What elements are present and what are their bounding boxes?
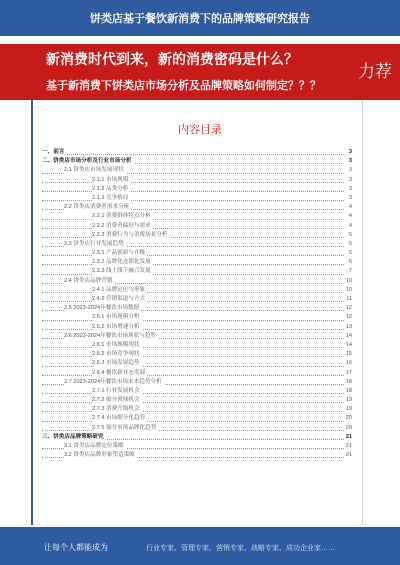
toc-leader-dots: [42, 255, 344, 256]
toc-entry[interactable]: [42, 231, 352, 240]
toc-entry-page: 6: [348, 258, 352, 267]
toc-entry-page: 10: [345, 286, 352, 295]
toc-entry[interactable]: [42, 222, 352, 231]
toc-entry[interactable]: [42, 323, 352, 332]
toc-entry-text: 2.3.3 线上线下融合发展: [92, 267, 153, 276]
table-of-contents: [42, 148, 352, 460]
toc-entry-text: 2.6 2023-2024年餐饮市场现状与趋势: [64, 332, 158, 341]
toc-entry-text: 2.7.3 消费升级机会: [92, 405, 142, 414]
toc-entry-page: 11: [345, 295, 352, 304]
toc-entry[interactable]: [42, 424, 352, 433]
toc-leader-dots: [42, 182, 344, 183]
toc-entry-text: 2.7.2 细分领域机会: [92, 396, 142, 405]
toc-entry[interactable]: [42, 286, 352, 295]
toc-leader-dots: [42, 347, 344, 348]
toc-entry[interactable]: [42, 166, 352, 175]
toc-leader-dots: [42, 329, 344, 330]
toc-entry[interactable]: [42, 405, 352, 414]
toc-entry-page: 4: [348, 203, 352, 212]
toc-entry[interactable]: [42, 185, 352, 194]
toc-entry[interactable]: [42, 258, 352, 267]
toc-entry-page: 4: [348, 222, 352, 231]
toc-entry-text: 二、饼类店市场分析及行业市场分析: [42, 157, 134, 166]
toc-entry[interactable]: [42, 304, 352, 313]
toc-entry[interactable]: [42, 414, 352, 423]
toc-entry-page: 20: [345, 414, 352, 423]
report-title: 饼类店基于餐饮新消费下的品牌策略研究报告: [90, 13, 310, 25]
toc-entry[interactable]: [42, 451, 352, 460]
toc-entry-text: 2.1.3 竞争格局: [92, 194, 130, 203]
toc-entry-page: 3: [348, 148, 352, 157]
toc-entry-page: 12: [345, 313, 352, 322]
toc-entry-text: 2.4 饼类店品牌营销: [64, 277, 115, 286]
toc-entry-page: 3: [348, 166, 352, 175]
toc-entry-page: 12: [345, 304, 352, 313]
toc-entry-page: 14: [345, 341, 352, 350]
toc-entry[interactable]: [42, 387, 352, 396]
toc-entry-text: 2.7.4 市场细分化趋势: [92, 414, 147, 423]
toc-entry-page: 10: [345, 277, 352, 286]
toc-entry-page: 5: [348, 231, 352, 240]
toc-entry[interactable]: [42, 332, 352, 341]
toc-entry-text: 2.3 饼类店行业发展趋势: [64, 240, 126, 249]
toc-entry-text: 2.5 2023-2024年餐饮市场数据: [64, 304, 141, 313]
toc-entry-page: 21: [345, 442, 352, 451]
toc-entry-text: 3.1 饼类店品牌定位策略: [64, 442, 126, 451]
toc-leader-dots: [42, 154, 344, 155]
toc-entry[interactable]: [42, 148, 352, 157]
toc-entry[interactable]: [42, 396, 352, 405]
toc-entry[interactable]: [42, 378, 352, 387]
toc-entry-text: 2.1.2 品类分析: [92, 185, 130, 194]
toc-entry-page: 21: [345, 433, 352, 442]
toc-leader-dots: [42, 219, 344, 220]
toc-title: 内容目录: [178, 124, 222, 136]
toc-entry-page: 3: [348, 157, 352, 166]
toc-leader-dots: [42, 264, 344, 265]
toc-entry-text: 2.5.2 市场增速分析: [92, 323, 142, 332]
toc-entry[interactable]: [42, 295, 352, 304]
toc-entry-page: 3: [348, 176, 352, 185]
toc-entry[interactable]: [42, 442, 352, 451]
toc-leader-dots: [42, 375, 344, 376]
toc-entry[interactable]: [42, 369, 352, 378]
toc-entry-text: 3.2 饼类店品牌形象塑造策略: [64, 451, 137, 460]
toc-entry-page: 19: [345, 396, 352, 405]
toc-entry-text: 2.2.1 消费群体特点分析: [92, 212, 153, 221]
toc-entry-page: 17: [345, 369, 352, 378]
toc-entry-text: 2.6.1 市场规模现状: [92, 341, 142, 350]
toc-entry-text: 三、饼类店品牌策略研究: [42, 433, 106, 442]
toc-entry[interactable]: [42, 203, 352, 212]
toc-entry-page: 4: [348, 212, 352, 221]
toc-entry-page: 3: [348, 185, 352, 194]
toc-leader-dots: [42, 393, 344, 394]
toc-entry-page: 16: [345, 359, 352, 368]
toc-entry-text: 2.2.3 消费行为与消费场景分析: [92, 231, 170, 240]
toc-entry[interactable]: [42, 249, 352, 258]
toc-entry-text: 2.7.5 细分市场品牌化趋势: [92, 424, 158, 433]
toc-leader-dots: [42, 421, 344, 422]
toc-entry[interactable]: [42, 359, 352, 368]
headline: 新消费时代到来，新的消费密码是什么？: [46, 51, 298, 67]
footer-slogan: 让每个人都能成为: [44, 543, 108, 552]
right-divider: [362, 100, 363, 525]
toc-leader-dots: [42, 237, 344, 238]
toc-entry-text: 2.5.1 市场规模分析: [92, 313, 142, 322]
toc-leader-dots: [42, 191, 344, 192]
toc-entry-page: 7: [348, 267, 352, 276]
left-accent-stripe: [31, 100, 33, 525]
toc-entry[interactable]: [42, 341, 352, 350]
toc-entry-text: 2.6.4 餐饮新业态发展: [92, 369, 147, 378]
toc-entry-text: 2.3.1 产品创新与升级: [92, 249, 147, 258]
toc-entry-page: 5: [348, 249, 352, 258]
toc-leader-dots: [42, 320, 344, 321]
toc-leader-dots: [42, 356, 344, 357]
toc-entry-text: 2.1 饼类店市场发展现状: [64, 166, 126, 175]
toc-entry-text: 2.4.1 品牌定位与形象: [92, 286, 147, 295]
toc-entry[interactable]: [42, 240, 352, 249]
toc-entry-text: 2.2.2 消费者偏好与需求: [92, 222, 153, 231]
toc-entry-text: 2.3.2 品牌化连锁化发展: [92, 258, 153, 267]
toc-entry-page: 19: [345, 405, 352, 414]
toc-entry-text: 2.7 2023-2024年餐饮市场未来趋势分析: [64, 378, 164, 387]
toc-leader-dots: [42, 301, 344, 302]
toc-leader-dots: [42, 411, 344, 412]
toc-leader-dots: [42, 274, 344, 275]
toc-leader-dots: [42, 402, 344, 403]
toc-entry-text: 2.7.1 行业发展机会: [92, 387, 142, 396]
toc-entry-page: 18: [345, 387, 352, 396]
toc-entry-page: 14: [345, 332, 352, 341]
toc-entry[interactable]: [42, 194, 352, 203]
toc-leader-dots: [42, 430, 344, 431]
toc-entry-page: 15: [345, 350, 352, 359]
toc-entry-page: 3: [348, 194, 352, 203]
toc-entry-text: 2.2 饼类店消费者需求分析: [64, 203, 131, 212]
toc-entry-page: 13: [345, 323, 352, 332]
toc-entry-text: 2.6.3 市场发展趋势: [92, 359, 142, 368]
toc-entry[interactable]: [42, 212, 352, 221]
toc-entry[interactable]: [42, 350, 352, 359]
toc-entry[interactable]: [42, 176, 352, 185]
toc-leader-dots: [42, 200, 344, 201]
toc-leader-dots: [42, 366, 344, 367]
toc-entry[interactable]: [42, 157, 352, 166]
recommend-badge: 力荐: [350, 56, 400, 88]
toc-entry-page: 5: [348, 240, 352, 249]
toc-leader-dots: [42, 228, 344, 229]
toc-entry[interactable]: [42, 277, 352, 286]
toc-entry-page: 21: [345, 451, 352, 460]
toc-entry[interactable]: [42, 433, 352, 442]
toc-entry-text: 2.1.1 市场规模: [92, 176, 130, 185]
toc-entry[interactable]: [42, 313, 352, 322]
toc-entry-page: 20: [345, 424, 352, 433]
toc-leader-dots: [42, 292, 344, 293]
subheadline: 基于新消费下饼类店市场分析及品牌策略如何制定？？？: [46, 80, 321, 92]
toc-entry-text: 2.4.2 营销渠道与方式: [92, 295, 147, 304]
toc-entry-page: 18: [345, 378, 352, 387]
toc-entry-text: 一、前言: [42, 148, 66, 157]
toc-entry-text: 2.6.2 市场竞争现状: [92, 350, 142, 359]
footer-roles: 行业专家、管理专家、营销专家、战略专家、成功企业家……: [146, 545, 335, 552]
toc-entry[interactable]: [42, 267, 352, 276]
